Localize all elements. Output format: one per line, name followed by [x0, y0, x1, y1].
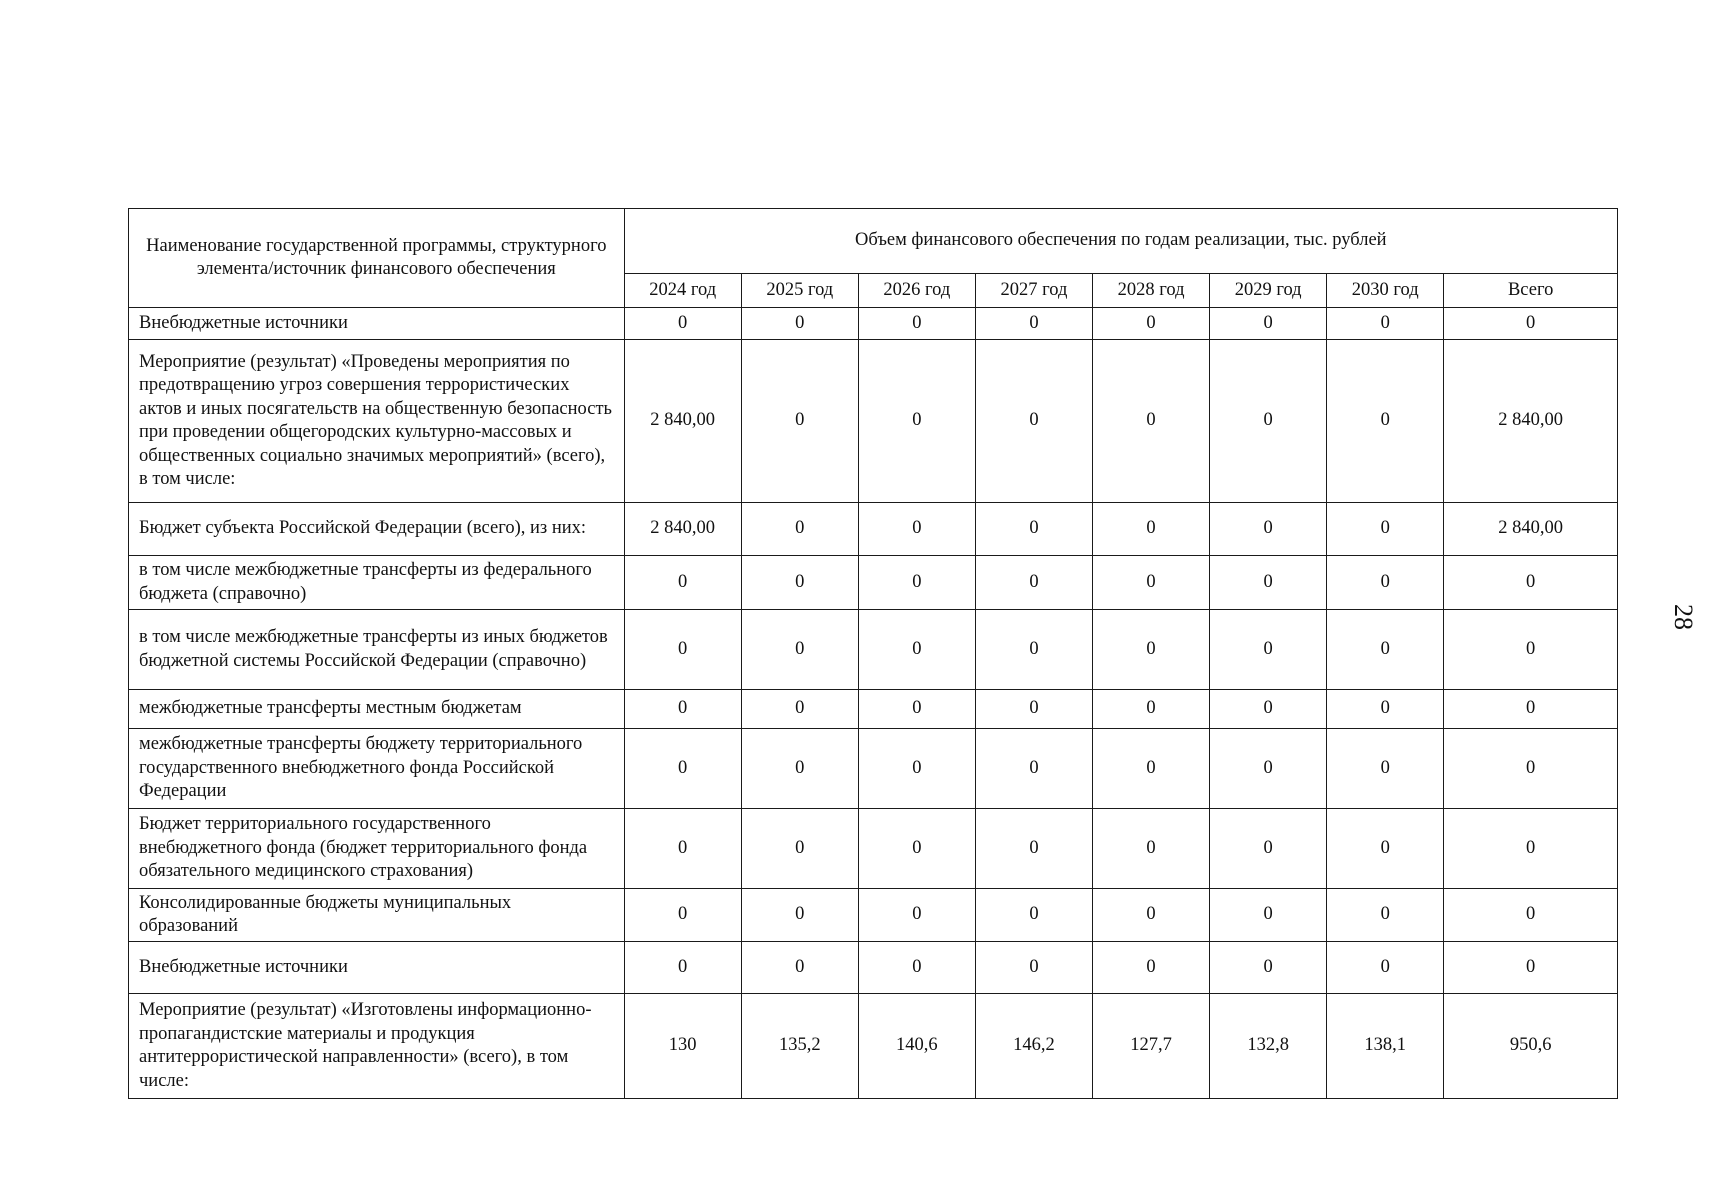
row-name: межбюджетные трансферты местным бюджетам — [129, 690, 625, 729]
table-row — [129, 809, 1618, 889]
cell-2028: 0 — [1093, 809, 1210, 889]
cell-2024: 0 — [624, 889, 741, 942]
cell-2028: 0 — [1093, 610, 1210, 690]
header-financing-volume: Объем финансового обеспечения по годам реализации, тыс. рублей — [624, 209, 1617, 274]
table-row — [129, 340, 1618, 503]
cell-2026: 0 — [858, 308, 975, 340]
header-year-2027: 2027 год — [975, 274, 1092, 308]
table-row — [129, 729, 1618, 809]
row-name: Мероприятие (результат) «Изготовлены информационно-пропагандистские материалы и продукция антитеррористической направленности» (всего), в том числе: — [129, 994, 625, 1099]
cell-2029: 0 — [1210, 690, 1327, 729]
cell-2024: 0 — [624, 690, 741, 729]
cell-2024: 0 — [624, 308, 741, 340]
cell-2029: 0 — [1210, 610, 1327, 690]
table-row — [129, 556, 1618, 610]
row-name: в том числе межбюджетные трансферты из федерального бюджета (справочно) — [129, 556, 625, 610]
cell-2028: 0 — [1093, 340, 1210, 503]
table-row — [129, 690, 1618, 729]
cell-total: 0 — [1444, 809, 1618, 889]
cell-2025: 135,2 — [741, 994, 858, 1099]
cell-2024: 0 — [624, 809, 741, 889]
row-name: Консолидированные бюджеты муниципальных образований — [129, 889, 625, 942]
cell-2029: 0 — [1210, 809, 1327, 889]
cell-2025: 0 — [741, 889, 858, 942]
row-name: межбюджетные трансферты бюджету территориального государственного внебюджетного фонда Российской Федерации — [129, 729, 625, 809]
cell-total: 2 840,00 — [1444, 340, 1618, 503]
cell-2025: 0 — [741, 729, 858, 809]
cell-2028: 0 — [1093, 889, 1210, 942]
cell-2027: 0 — [975, 809, 1092, 889]
cell-total: 2 840,00 — [1444, 503, 1618, 556]
cell-2027: 0 — [975, 340, 1092, 503]
row-name: Внебюджетные источники — [129, 942, 625, 994]
cell-2024: 0 — [624, 942, 741, 994]
cell-2029: 0 — [1210, 942, 1327, 994]
cell-2024: 0 — [624, 729, 741, 809]
cell-2030: 138,1 — [1327, 994, 1444, 1099]
cell-2030: 0 — [1327, 503, 1444, 556]
cell-2028: 0 — [1093, 729, 1210, 809]
cell-2030: 0 — [1327, 610, 1444, 690]
cell-2024: 130 — [624, 994, 741, 1099]
cell-2027: 0 — [975, 729, 1092, 809]
cell-2029: 0 — [1210, 340, 1327, 503]
cell-2027: 0 — [975, 690, 1092, 729]
cell-2025: 0 — [741, 942, 858, 994]
cell-2030: 0 — [1327, 889, 1444, 942]
cell-2029: 0 — [1210, 308, 1327, 340]
cell-2030: 0 — [1327, 729, 1444, 809]
cell-total: 950,6 — [1444, 994, 1618, 1099]
cell-2028: 0 — [1093, 690, 1210, 729]
page-number: 28 — [1669, 604, 1698, 630]
cell-2029: 0 — [1210, 729, 1327, 809]
cell-total: 0 — [1444, 889, 1618, 942]
cell-2028: 0 — [1093, 556, 1210, 610]
row-name: Мероприятие (результат) «Проведены мероприятия по предотвращению угроз совершения террористических актов и иных посягательств на общественную безопасность при проведении общегородских культурно-массовых и общественных социально значимых мероприятий» (всего), в том числе: — [129, 340, 625, 503]
cell-2026: 0 — [858, 942, 975, 994]
header-year-2024: 2024 год — [624, 274, 741, 308]
header-year-2025: 2025 год — [741, 274, 858, 308]
header-total: Всего — [1444, 274, 1618, 308]
cell-2025: 0 — [741, 340, 858, 503]
row-name: Бюджет субъекта Российской Федерации (всего), из них: — [129, 503, 625, 556]
cell-2027: 146,2 — [975, 994, 1092, 1099]
cell-2026: 0 — [858, 729, 975, 809]
cell-total: 0 — [1444, 729, 1618, 809]
table-row — [129, 994, 1618, 1099]
cell-2026: 140,6 — [858, 994, 975, 1099]
cell-2027: 0 — [975, 889, 1092, 942]
cell-2029: 0 — [1210, 503, 1327, 556]
cell-2029: 132,8 — [1210, 994, 1327, 1099]
row-name: Бюджет территориального государственного внебюджетного фонда (бюджет территориального фонда обязательного медицинского страхования) — [129, 809, 625, 889]
table-row — [129, 610, 1618, 690]
header-name-column: Наименование государственной программы, структурного элемента/источник финансового обеспечения — [129, 209, 625, 308]
table-row — [129, 308, 1618, 340]
cell-2026: 0 — [858, 809, 975, 889]
row-name: Внебюджетные источники — [129, 308, 625, 340]
cell-2028: 127,7 — [1093, 994, 1210, 1099]
cell-total: 0 — [1444, 942, 1618, 994]
header-year-2030: 2030 год — [1327, 274, 1444, 308]
table-header-row — [129, 209, 1618, 274]
cell-2029: 0 — [1210, 889, 1327, 942]
row-name: в том числе межбюджетные трансферты из иных бюджетов бюджетной системы Российской Федерации (справочно) — [129, 610, 625, 690]
cell-2027: 0 — [975, 942, 1092, 994]
table-row — [129, 503, 1618, 556]
cell-2030: 0 — [1327, 809, 1444, 889]
cell-2025: 0 — [741, 610, 858, 690]
cell-2030: 0 — [1327, 308, 1444, 340]
cell-2030: 0 — [1327, 690, 1444, 729]
header-year-2028: 2028 год — [1093, 274, 1210, 308]
cell-2025: 0 — [741, 809, 858, 889]
cell-2027: 0 — [975, 503, 1092, 556]
cell-2026: 0 — [858, 690, 975, 729]
cell-2030: 0 — [1327, 556, 1444, 610]
cell-2030: 0 — [1327, 942, 1444, 994]
cell-2025: 0 — [741, 308, 858, 340]
cell-total: 0 — [1444, 610, 1618, 690]
cell-2026: 0 — [858, 503, 975, 556]
cell-2026: 0 — [858, 889, 975, 942]
cell-2024: 0 — [624, 556, 741, 610]
cell-2024: 2 840,00 — [624, 503, 741, 556]
cell-2026: 0 — [858, 556, 975, 610]
cell-2028: 0 — [1093, 308, 1210, 340]
cell-2027: 0 — [975, 610, 1092, 690]
header-year-2029: 2029 год — [1210, 274, 1327, 308]
cell-2030: 0 — [1327, 340, 1444, 503]
table-row — [129, 942, 1618, 994]
cell-2024: 0 — [624, 610, 741, 690]
cell-2027: 0 — [975, 556, 1092, 610]
table-row — [129, 889, 1618, 942]
header-year-2026: 2026 год — [858, 274, 975, 308]
cell-2025: 0 — [741, 690, 858, 729]
cell-2026: 0 — [858, 610, 975, 690]
cell-2028: 0 — [1093, 503, 1210, 556]
cell-2024: 2 840,00 — [624, 340, 741, 503]
cell-2025: 0 — [741, 503, 858, 556]
cell-2029: 0 — [1210, 556, 1327, 610]
cell-total: 0 — [1444, 308, 1618, 340]
cell-total: 0 — [1444, 556, 1618, 610]
cell-2025: 0 — [741, 556, 858, 610]
cell-total: 0 — [1444, 690, 1618, 729]
financing-table — [128, 208, 1618, 1099]
cell-2028: 0 — [1093, 942, 1210, 994]
cell-2027: 0 — [975, 308, 1092, 340]
cell-2026: 0 — [858, 340, 975, 503]
